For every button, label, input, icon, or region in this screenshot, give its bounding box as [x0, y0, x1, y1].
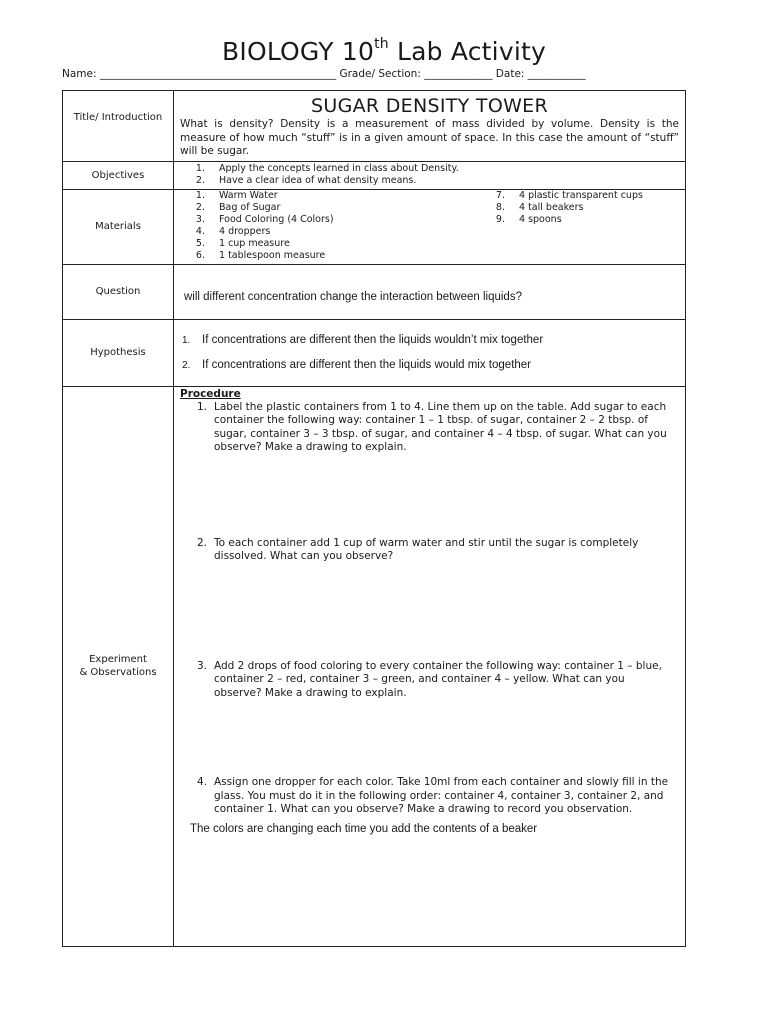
question-content [174, 264, 686, 319]
list-item: 4. 4 droppers [195, 225, 271, 237]
title-content [174, 91, 686, 162]
experiment-label: Experiment & Observations [63, 386, 174, 946]
observation-text: The colors are changing each time you add the contents of a beaker [190, 822, 538, 835]
hypothesis-content [174, 319, 686, 386]
list-item: 5. 1 cup measure [195, 237, 290, 249]
objectives-row [63, 161, 686, 189]
title-superscript: th [374, 36, 389, 52]
title-row [63, 91, 686, 162]
objectives-content [174, 161, 686, 189]
title-suffix: Lab Activity [388, 37, 546, 66]
objectives-list [180, 163, 679, 187]
list-item: 6. 1 tablespoon measure [195, 249, 326, 261]
introduction-text: What is density? Density is a measurement of mass divided by volume. Density is the measure of how much “stuff” is in a given amount of space. In this case the amount of “stuff” will be sugar. [180, 118, 679, 157]
list-item: 1. Apply the concepts learned in class about Density. [195, 162, 459, 174]
procedure-heading: Procedure [180, 387, 241, 400]
hypothesis-item: 1. If concentrations are different then the liquids wouldn’t mix together [182, 333, 544, 346]
experiment-content [174, 386, 686, 946]
materials-label: Materials [63, 189, 174, 264]
objectives-label: Objectives [63, 161, 174, 189]
list-item: 2. Have a clear idea of what density means. [195, 174, 417, 186]
student-info-line: Name: _____________________________________________ Grade/ Section: _____________ Date: ___________ [62, 68, 586, 80]
experiment-row [63, 386, 686, 946]
document-title: SUGAR DENSITY TOWER [311, 95, 548, 117]
materials-content [174, 189, 686, 264]
hypothesis-item: 2. If concentrations are different then the liquids would mix together [182, 359, 532, 371]
list-item: 3. Food Coloring (4 Colors) [195, 213, 334, 225]
hypothesis-label: Hypothesis [63, 319, 174, 386]
materials-list-left [180, 190, 480, 262]
procedure-step: 3. Add 2 drops of food coloring to every container the following way: container 1 – blue, container 2 – red, container 3 – green, and container 4 – yellow. What can you observe? Make a drawing to explain. [196, 659, 662, 699]
procedure-step: 2. To each container add 1 cup of warm water and stir until the sugar is completely dissolved. What can you observe? [196, 536, 639, 562]
list-item: 9. 4 spoons [495, 213, 562, 225]
lab-activity-table [62, 90, 686, 947]
procedure-step: 1. Label the plastic containers from 1 to 4. Line them up on the table. Add sugar to each container the following way: container 1 – 1 tbsp. of sugar, container 2 – 2 tbsp. of sugar, container 3 – 3 tbsp. of sugar, and container 4 – 4 tbsp. of sugar. What can you observe? Make a drawing to explain. [196, 400, 667, 453]
list-item: 1. Warm Water [195, 189, 278, 201]
list-item: 2. Bag of Sugar [195, 201, 281, 213]
materials-row [63, 189, 686, 264]
procedure-step: 4. Assign one dropper for each color. Take 10ml from each container and slowly fill in the glass. You must do it in the following order: container 4, container 3, container 2, and container 1. What can you observe? Make a drawing to record you observation. [196, 776, 669, 815]
hypothesis-row [63, 319, 686, 386]
list-item: 8. 4 tall beakers [495, 201, 584, 213]
question-text: will different concentration change the interaction between liquids? [184, 290, 522, 303]
question-row [63, 264, 686, 319]
materials-list-right [480, 190, 643, 262]
list-item: 7. 4 plastic transparent cups [495, 189, 643, 201]
title-label: Title/ Introduction [63, 91, 174, 162]
question-label: Question [63, 264, 174, 319]
title-main: BIOLOGY 10 [222, 37, 375, 66]
page-title [0, 36, 768, 66]
